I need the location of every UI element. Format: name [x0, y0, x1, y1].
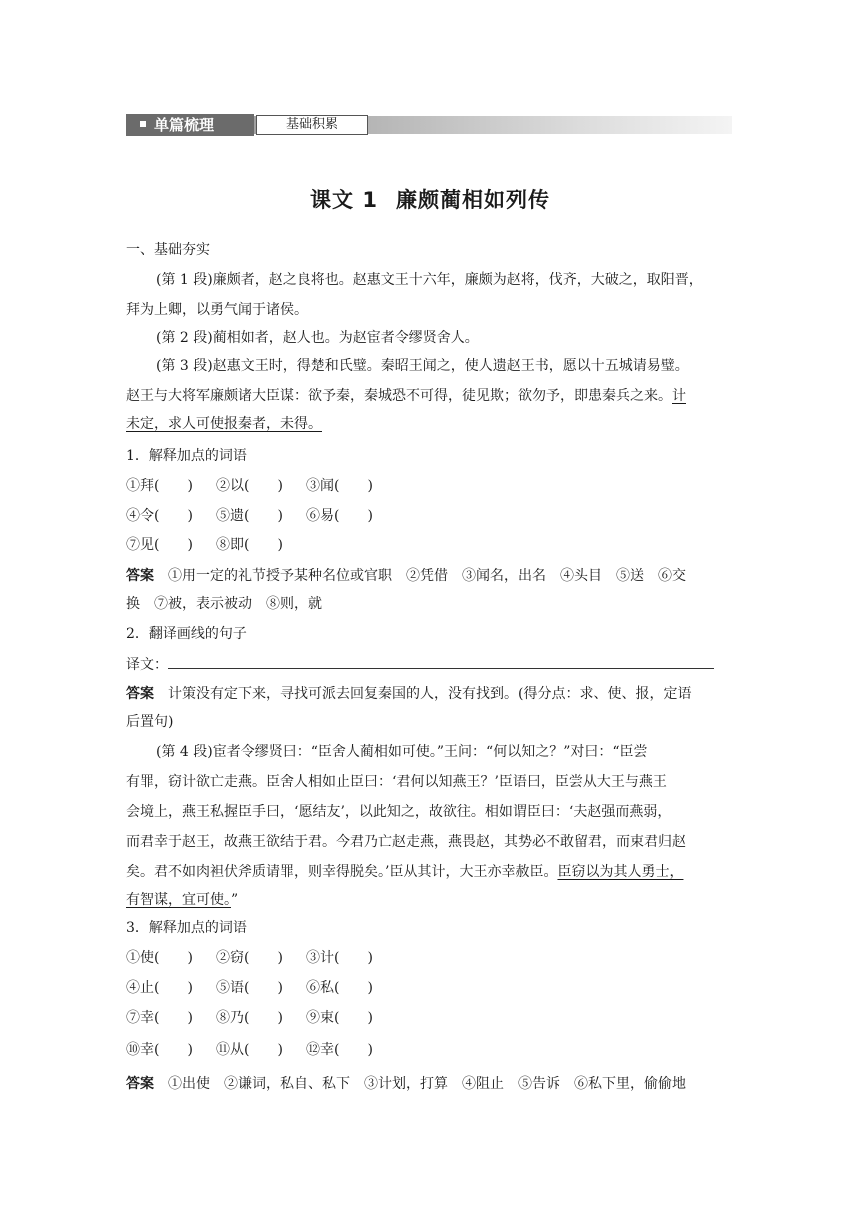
blank-item[interactable]: ②窃( ) — [216, 950, 283, 966]
paragraph-4-text: 矣。君不如肉袒伏斧质请罪，则幸得脱矣。’臣从其计，大王亦幸赦臣。 — [126, 864, 558, 880]
question-3-row-1 — [126, 948, 396, 968]
blank-item[interactable]: ⑦见( ) — [126, 537, 193, 553]
question-1-label: 1．解释加点的词语 — [126, 448, 247, 464]
title-lesson-number: 课文 1 — [310, 188, 378, 212]
paragraph-1-line-1: (第 1 段)廉颇者，赵之良将也。赵惠文王十六年，廉颇为赵将，伐齐，大破之，取阳晋， — [156, 272, 703, 288]
title-lesson-name: 廉颇蔺相如列传 — [395, 188, 550, 212]
blank-item[interactable]: ⑪从( ) — [216, 1042, 283, 1058]
banner-primary-tag — [126, 114, 254, 136]
paragraph-2: (第 2 段)蔺相如者，赵人也。为赵宦者令缪贤舍人。 — [156, 330, 479, 346]
paragraph-4-line-2: 有罪，窃计欲亡走燕。臣舍人相如止臣曰：‘君何以知燕王？’臣语曰，臣尝从大王与燕王 — [126, 774, 667, 790]
translation-label: 译文： — [126, 657, 168, 673]
blank-item[interactable]: ②以( ) — [216, 478, 283, 494]
section-banner — [126, 114, 732, 136]
question-3-row-4 — [126, 1040, 396, 1060]
answer-label: 答案 — [126, 686, 154, 702]
blank-item[interactable]: ⑧乃( ) — [216, 1010, 283, 1026]
paragraph-3-line-2 — [126, 386, 686, 406]
question-3-label: 3．解释加点的词语 — [126, 920, 247, 936]
blank-item[interactable]: ③闻( ) — [306, 478, 373, 494]
blank-item[interactable]: ①拜( ) — [126, 478, 193, 494]
blank-item[interactable]: ⑤遗( ) — [216, 508, 283, 524]
blank-item[interactable]: ⑨束( ) — [306, 1010, 373, 1026]
blank-item[interactable]: ⑥易( ) — [306, 508, 373, 524]
paragraph-1-line-2: 拜为上卿，以勇气闻于诸侯。 — [126, 302, 308, 318]
blank-item[interactable]: ⑩幸( ) — [126, 1042, 193, 1058]
paragraph-4-line-6 — [126, 890, 238, 910]
section-heading: 一、基础夯实 — [126, 242, 210, 258]
answer-2-line-2: 后置句) — [126, 714, 174, 730]
paragraph-3-line-1: (第 3 段)赵惠文王时，得楚和氏璧。秦昭王闻之，使人遗赵王书，愿以十五城请易璧。 — [156, 358, 689, 374]
question-1-row-1 — [126, 476, 396, 496]
banner-primary-label: 单篇梳理 — [154, 116, 215, 134]
question-2-label: 2．翻译画线的句子 — [126, 626, 247, 642]
answer-2-line-1 — [126, 684, 691, 704]
answer-1-line-1 — [126, 566, 686, 586]
question-1-row-2 — [126, 506, 396, 526]
answer-text: 计策没有定下来，寻找可派去回复秦国的人，没有找到。(得分点：求、使、报，定语 — [168, 686, 692, 702]
question-3-row-2 — [126, 978, 396, 998]
underlined-sentence-start: 计 — [672, 388, 686, 404]
paragraph-4-line-4: 而君幸于赵王，故燕王欲结于君。今君乃亡赵走燕，燕畏赵，其势必不敢留君，而束君归赵 — [126, 834, 686, 850]
blank-item[interactable]: ④令( ) — [126, 508, 193, 524]
question-1-row-3 — [126, 535, 306, 555]
paragraph-4-line-1: (第 4 段)宦者令缪贤曰：“臣舍人蔺相如可使。”王问：“何以知之？”对曰：“臣尝 — [156, 744, 648, 760]
translation-blank[interactable] — [168, 654, 714, 669]
blank-item[interactable]: ⑥私( ) — [306, 980, 373, 996]
blank-item[interactable]: ③计( ) — [306, 950, 373, 966]
answer-text: ①用一定的礼节授予某种名位或官职 ②凭借 ③闻名，出名 ④头目 ⑤送 ⑥交 — [168, 568, 686, 584]
underlined-sentence-end: 未定，求人可使报秦者，未得。 — [126, 416, 322, 432]
paragraph-3-text: 赵王与大将军廉颇诸大臣谋：欲予秦，秦城恐不可得，徒见欺；欲勿予，即患秦兵之来。 — [126, 388, 672, 404]
underlined-sentence-end: 有智谋，宜可使。 — [126, 892, 231, 908]
blank-item[interactable]: ①使( ) — [126, 950, 193, 966]
closing-quote: ” — [231, 892, 239, 908]
paragraph-4-line-5 — [126, 862, 683, 882]
blank-item[interactable]: ⑫幸( ) — [306, 1042, 373, 1058]
answer-label: 答案 — [126, 1076, 154, 1092]
underlined-sentence-start: 臣窃以为其人勇士， — [557, 864, 684, 880]
blank-item[interactable]: ⑤语( ) — [216, 980, 283, 996]
translation-line — [126, 654, 714, 675]
square-bullet-icon — [140, 121, 146, 127]
page-title — [0, 184, 860, 214]
answer-3-line-1 — [126, 1074, 686, 1094]
blank-item[interactable]: ⑦幸( ) — [126, 1010, 193, 1026]
banner-secondary-tag: 基础积累 — [256, 115, 368, 135]
question-3-row-3 — [126, 1008, 396, 1028]
answer-text: ①出使 ②谦词，私自、私下 ③计划，打算 ④阻止 ⑤告诉 ⑥私下里，偷偷地 — [168, 1076, 686, 1092]
blank-item[interactable]: ④止( ) — [126, 980, 193, 996]
paragraph-3-line-3 — [126, 414, 322, 434]
paragraph-4-line-3: 会境上，燕王私握臣手曰，‘愿结友’，以此知之，故欲往。相如谓臣曰：‘夫赵强而燕弱， — [126, 804, 672, 820]
answer-1-line-2: 换 ⑦被，表示被动 ⑧则，就 — [126, 596, 322, 612]
blank-item[interactable]: ⑧即( ) — [216, 537, 283, 553]
answer-label: 答案 — [126, 568, 154, 584]
